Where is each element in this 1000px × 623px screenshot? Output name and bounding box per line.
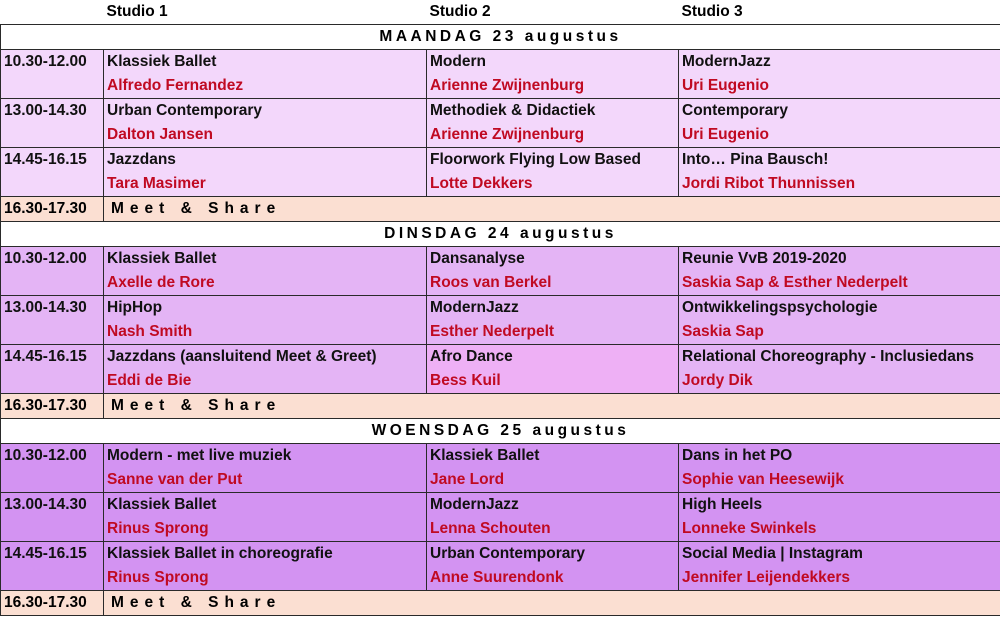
teacher-name: Dalton Jansen [107,126,213,143]
class-title: Social Media | Instagram [682,545,863,562]
teacher-name: Sanne van der Put [107,471,243,488]
teacher-name: Arienne Zwijnenburg [430,77,585,94]
class-title: Floorwork Flying Low Based [430,151,641,168]
table-row [1,99,1000,148]
table-row [1,148,1000,197]
time-slot: 13.00-14.30 [4,299,87,316]
class-title: Klassiek Ballet in choreografie [107,545,333,562]
time-slot: 13.00-14.30 [4,102,87,119]
teacher-name: Alfredo Fernandez [107,77,244,94]
teacher-name: Saskia Sap & Esther Nederpelt [682,274,908,291]
class-title: Jazzdans (aansluitend Meet & Greet) [107,348,377,365]
day-block-monday [1,25,1000,222]
teacher-name: Rinus Sprong [107,520,209,537]
time-slot: 10.30-12.00 [4,250,87,267]
teacher-name: Anne Suurendonk [430,569,564,586]
table-row [1,542,1000,591]
teacher-name: Eddi de Bie [107,372,192,389]
day-block-wednesday [1,419,1000,616]
studio-header-row [1,0,1000,25]
day-title: WOENSDAG 25 augustus [1,419,1000,444]
class-title: Contemporary [682,102,788,119]
day-title: DINSDAG 24 augustus [1,222,1000,247]
teacher-name: Nash Smith [107,323,193,340]
meet-share-row [1,197,1000,222]
table-row [1,493,1000,542]
teacher-name: Uri Eugenio [682,126,769,143]
meet-share-label: Meet & Share [104,591,1000,616]
teacher-name: Bess Kuil [430,372,501,389]
class-title: ModernJazz [682,53,771,70]
class-title: HipHop [107,299,163,316]
class-title: Klassiek Ballet [107,53,217,70]
time-slot: 14.45-16.15 [4,151,87,168]
class-title: Relational Choreography - Inclusiedans [682,348,974,365]
teacher-name: Jennifer Leijendekkers [682,569,850,586]
class-title: Urban Contemporary [430,545,586,562]
table-row [1,444,1000,493]
class-title: Dans in het PO [682,447,793,464]
time-slot: 16.30-17.30 [1,591,104,616]
time-slot: 16.30-17.30 [1,197,104,222]
class-title: ModernJazz [430,496,519,513]
table-row [1,345,1000,394]
table-row [1,50,1000,99]
class-title: Reunie VvB 2019-2020 [682,250,847,267]
time-slot: 16.30-17.30 [1,394,104,419]
time-slot: 14.45-16.15 [4,348,87,365]
class-title: Urban Contemporary [107,102,263,119]
meet-share-label: Meet & Share [104,197,1000,222]
class-title: Dansanalyse [430,250,525,267]
teacher-name: Jordy Dik [682,372,753,389]
class-title: Modern - met live muziek [107,447,292,464]
teacher-name: Lenna Schouten [430,520,551,537]
class-title: Klassiek Ballet [430,447,540,464]
teacher-name: Arienne Zwijnenburg [430,126,585,143]
class-title: Klassiek Ballet [107,250,217,267]
teacher-name: Saskia Sap [682,323,764,340]
teacher-name: Rinus Sprong [107,569,209,586]
teacher-name: Jordi Ribot Thunnissen [682,175,856,192]
time-slot: 10.30-12.00 [4,447,87,464]
teacher-name: Lotte Dekkers [430,175,533,192]
time-slot: 13.00-14.30 [4,496,87,513]
class-title: Jazzdans [107,151,176,168]
time-slot: 14.45-16.15 [4,545,87,562]
meet-share-row [1,591,1000,616]
meet-share-label: Meet & Share [104,394,1000,419]
teacher-name: Uri Eugenio [682,77,769,94]
class-title: Methodiek & Didactiek [430,102,596,119]
teacher-name: Axelle de Rore [107,274,215,291]
day-title: MAANDAG 23 augustus [1,25,1000,50]
class-title: High Heels [682,496,763,513]
class-title: Afro Dance [430,348,513,365]
teacher-name: Sophie van Heesewijk [682,471,844,488]
header-studio-1: Studio 1 [104,0,427,25]
header-studio-2: Studio 2 [427,0,679,25]
teacher-name: Roos van Berkel [430,274,552,291]
teacher-name: Tara Masimer [107,175,206,192]
time-slot: 10.30-12.00 [4,53,87,70]
class-title: ModernJazz [430,299,519,316]
teacher-name: Esther Nederpelt [430,323,555,340]
table-row [1,247,1000,296]
teacher-name: Lonneke Swinkels [682,520,817,537]
header-empty [1,0,104,25]
class-title: Ontwikkelingspsychologie [682,299,878,316]
class-title: Into… Pina Bausch! [682,151,829,168]
day-block-tuesday [1,222,1000,419]
teacher-name: Jane Lord [430,471,505,488]
table-row [1,296,1000,345]
header-studio-3: Studio 3 [679,0,1000,25]
class-title: Modern [430,53,486,70]
meet-share-row [1,394,1000,419]
class-title: Klassiek Ballet [107,496,217,513]
